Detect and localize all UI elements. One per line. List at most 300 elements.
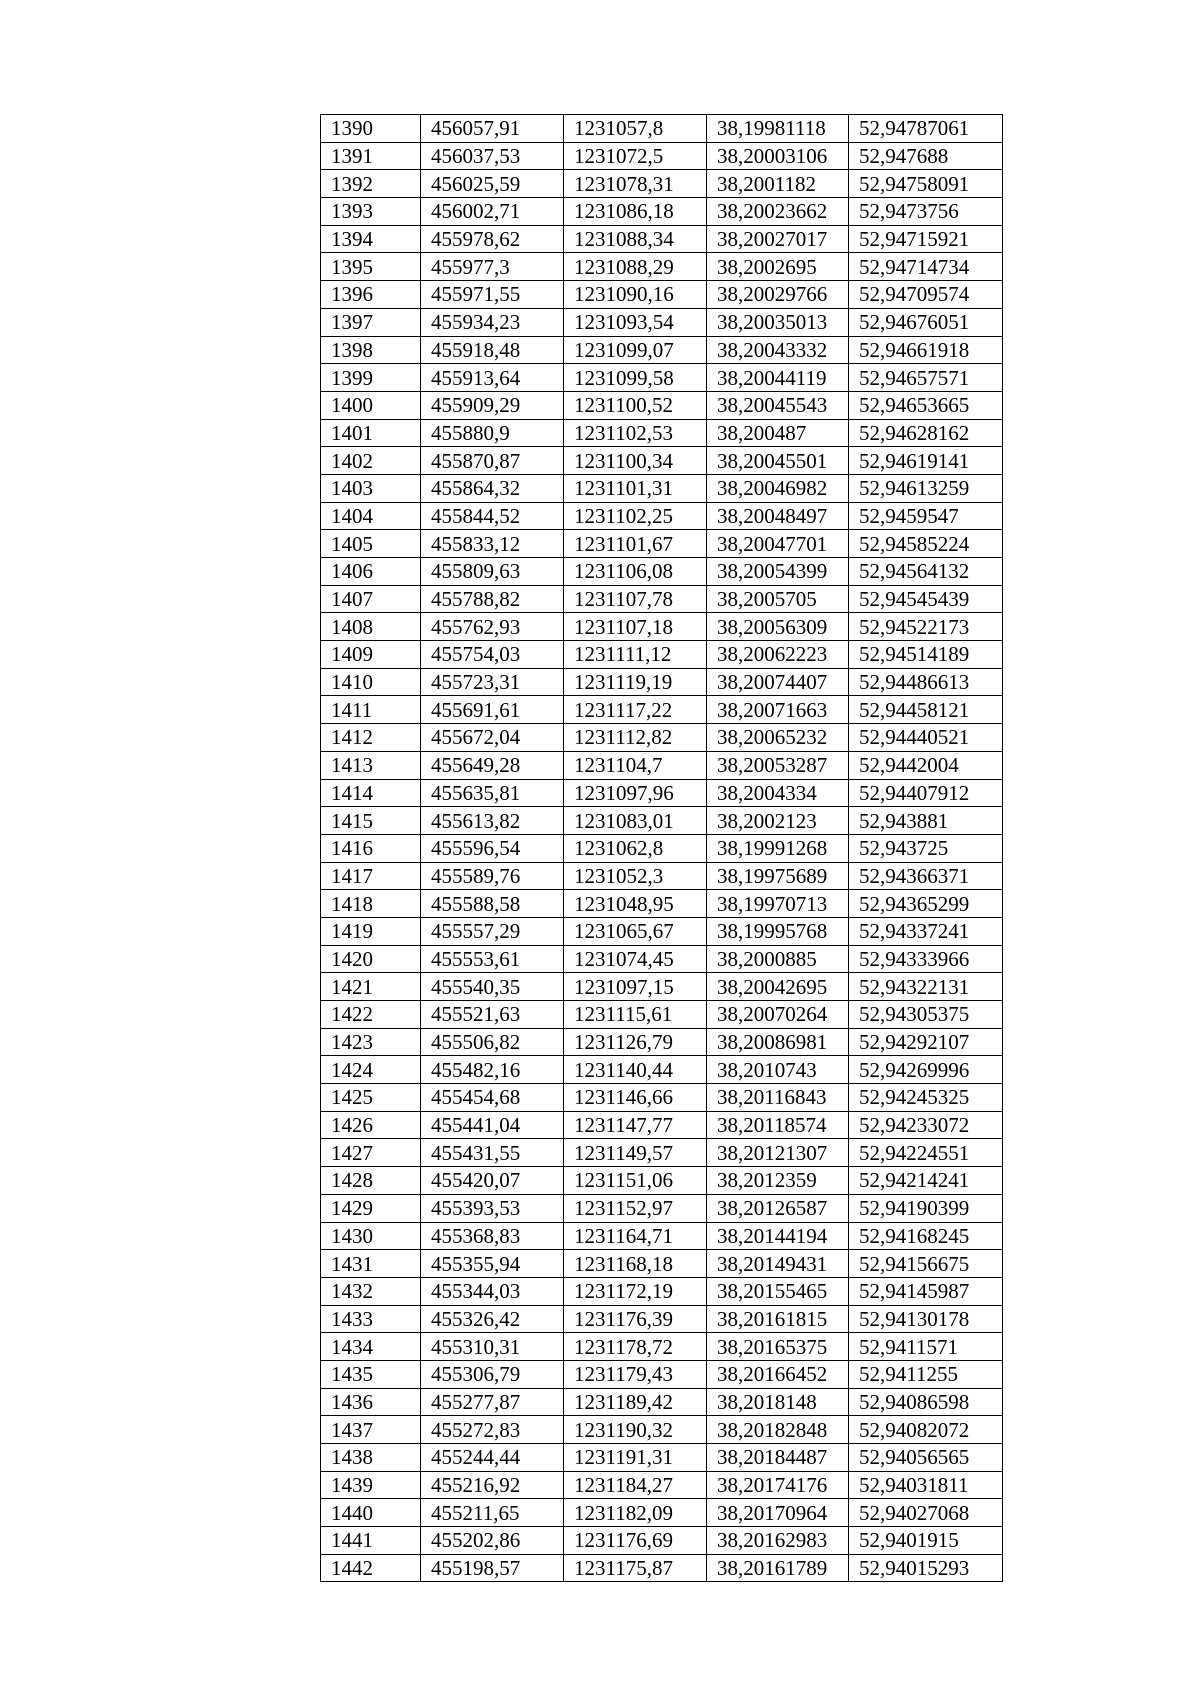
y-coordinate-cell: 1231190,32 [564,1416,707,1444]
table-row [321,1056,1003,1084]
table-row [321,751,1003,779]
longitude-cell: 38,2004334 [707,779,849,807]
y-coordinate-cell: 1231182,09 [564,1499,707,1527]
x-coordinate-cell: 455355,94 [421,1250,564,1278]
table-row [321,807,1003,835]
latitude-cell: 52,94676051 [849,308,1003,336]
longitude-cell: 38,20161815 [707,1305,849,1333]
y-coordinate-cell: 1231189,42 [564,1388,707,1416]
point-number-cell: 1393 [321,198,421,226]
table-row [321,281,1003,309]
point-number-cell: 1426 [321,1111,421,1139]
point-number-cell: 1401 [321,419,421,447]
longitude-cell: 38,20074407 [707,668,849,696]
table-row [321,336,1003,364]
longitude-cell: 38,19975689 [707,862,849,890]
x-coordinate-cell: 455880,9 [421,419,564,447]
longitude-cell: 38,19970713 [707,890,849,918]
latitude-cell: 52,94130178 [849,1305,1003,1333]
y-coordinate-cell: 1231099,58 [564,364,707,392]
x-coordinate-cell: 455870,87 [421,447,564,475]
point-number-cell: 1430 [321,1222,421,1250]
longitude-cell: 38,20065232 [707,724,849,752]
y-coordinate-cell: 1231100,34 [564,447,707,475]
y-coordinate-cell: 1231175,87 [564,1554,707,1582]
x-coordinate-cell: 455506,82 [421,1028,564,1056]
y-coordinate-cell: 1231146,66 [564,1084,707,1112]
coordinate-table [320,114,1003,1582]
point-number-cell: 1417 [321,862,421,890]
x-coordinate-cell: 455368,83 [421,1222,564,1250]
x-coordinate-cell: 456057,91 [421,115,564,143]
latitude-cell: 52,94292107 [849,1028,1003,1056]
x-coordinate-cell: 455971,55 [421,281,564,309]
latitude-cell: 52,94619141 [849,447,1003,475]
longitude-cell: 38,20126587 [707,1194,849,1222]
coordinate-table-body [321,115,1003,1582]
table-row [321,917,1003,945]
table-row [321,1388,1003,1416]
longitude-cell: 38,20170964 [707,1499,849,1527]
latitude-cell: 52,94440521 [849,724,1003,752]
point-number-cell: 1424 [321,1056,421,1084]
point-number-cell: 1437 [321,1416,421,1444]
y-coordinate-cell: 1231104,7 [564,751,707,779]
latitude-cell: 52,94657571 [849,364,1003,392]
y-coordinate-cell: 1231117,22 [564,696,707,724]
point-number-cell: 1420 [321,945,421,973]
latitude-cell: 52,94333966 [849,945,1003,973]
latitude-cell: 52,94486613 [849,668,1003,696]
table-row [321,1194,1003,1222]
x-coordinate-cell: 455909,29 [421,391,564,419]
y-coordinate-cell: 1231107,18 [564,613,707,641]
y-coordinate-cell: 1231102,25 [564,502,707,530]
table-row [321,364,1003,392]
latitude-cell: 52,9401915 [849,1527,1003,1555]
y-coordinate-cell: 1231086,18 [564,198,707,226]
y-coordinate-cell: 1231101,67 [564,530,707,558]
table-row [321,198,1003,226]
x-coordinate-cell: 455672,04 [421,724,564,752]
point-number-cell: 1422 [321,1001,421,1029]
longitude-cell: 38,20116843 [707,1084,849,1112]
point-number-cell: 1391 [321,142,421,170]
x-coordinate-cell: 455277,87 [421,1388,564,1416]
longitude-cell: 38,20174176 [707,1471,849,1499]
y-coordinate-cell: 1231090,16 [564,281,707,309]
table-row [321,115,1003,143]
longitude-cell: 38,20046982 [707,474,849,502]
x-coordinate-cell: 456037,53 [421,142,564,170]
x-coordinate-cell: 455393,53 [421,1194,564,1222]
latitude-cell: 52,94168245 [849,1222,1003,1250]
x-coordinate-cell: 456025,59 [421,170,564,198]
longitude-cell: 38,20162983 [707,1527,849,1555]
x-coordinate-cell: 455211,65 [421,1499,564,1527]
point-number-cell: 1412 [321,724,421,752]
x-coordinate-cell: 455977,3 [421,253,564,281]
point-number-cell: 1390 [321,115,421,143]
table-row [321,1471,1003,1499]
table-row [321,834,1003,862]
latitude-cell: 52,94214241 [849,1167,1003,1195]
point-number-cell: 1406 [321,558,421,586]
latitude-cell: 52,94322131 [849,973,1003,1001]
point-number-cell: 1402 [321,447,421,475]
latitude-cell: 52,94787061 [849,115,1003,143]
y-coordinate-cell: 1231115,61 [564,1001,707,1029]
latitude-cell: 52,94365299 [849,890,1003,918]
x-coordinate-cell: 455913,64 [421,364,564,392]
x-coordinate-cell: 455864,32 [421,474,564,502]
longitude-cell: 38,2012359 [707,1167,849,1195]
y-coordinate-cell: 1231179,43 [564,1360,707,1388]
point-number-cell: 1415 [321,807,421,835]
table-row [321,1360,1003,1388]
longitude-cell: 38,2001182 [707,170,849,198]
x-coordinate-cell: 455613,82 [421,807,564,835]
table-row [321,1444,1003,1472]
point-number-cell: 1413 [321,751,421,779]
point-number-cell: 1440 [321,1499,421,1527]
x-coordinate-cell: 455306,79 [421,1360,564,1388]
point-number-cell: 1410 [321,668,421,696]
table-row [321,1416,1003,1444]
longitude-cell: 38,20044119 [707,364,849,392]
point-number-cell: 1408 [321,613,421,641]
y-coordinate-cell: 1231172,19 [564,1277,707,1305]
table-row [321,447,1003,475]
table-row [321,890,1003,918]
y-coordinate-cell: 1231119,19 [564,668,707,696]
x-coordinate-cell: 455833,12 [421,530,564,558]
table-row [321,1250,1003,1278]
x-coordinate-cell: 456002,71 [421,198,564,226]
latitude-cell: 52,9473756 [849,198,1003,226]
x-coordinate-cell: 455588,58 [421,890,564,918]
longitude-cell: 38,2010743 [707,1056,849,1084]
latitude-cell: 52,94661918 [849,336,1003,364]
longitude-cell: 38,2002695 [707,253,849,281]
point-number-cell: 1431 [321,1250,421,1278]
point-number-cell: 1429 [321,1194,421,1222]
table-row [321,419,1003,447]
y-coordinate-cell: 1231168,18 [564,1250,707,1278]
table-row [321,1222,1003,1250]
longitude-cell: 38,20035013 [707,308,849,336]
x-coordinate-cell: 455420,07 [421,1167,564,1195]
longitude-cell: 38,20184487 [707,1444,849,1472]
table-row [321,945,1003,973]
table-row [321,170,1003,198]
x-coordinate-cell: 455635,81 [421,779,564,807]
x-coordinate-cell: 455244,44 [421,1444,564,1472]
longitude-cell: 38,20121307 [707,1139,849,1167]
point-number-cell: 1403 [321,474,421,502]
latitude-cell: 52,943881 [849,807,1003,835]
longitude-cell: 38,20062223 [707,641,849,669]
x-coordinate-cell: 455202,86 [421,1527,564,1555]
latitude-cell: 52,94653665 [849,391,1003,419]
latitude-cell: 52,9411571 [849,1333,1003,1361]
x-coordinate-cell: 455344,03 [421,1277,564,1305]
latitude-cell: 52,94715921 [849,225,1003,253]
x-coordinate-cell: 455441,04 [421,1111,564,1139]
longitude-cell: 38,20053287 [707,751,849,779]
point-number-cell: 1394 [321,225,421,253]
x-coordinate-cell: 455198,57 [421,1554,564,1582]
longitude-cell: 38,20045543 [707,391,849,419]
y-coordinate-cell: 1231065,67 [564,917,707,945]
x-coordinate-cell: 455589,76 [421,862,564,890]
longitude-cell: 38,200487 [707,419,849,447]
point-number-cell: 1414 [321,779,421,807]
x-coordinate-cell: 455482,16 [421,1056,564,1084]
y-coordinate-cell: 1231083,01 [564,807,707,835]
y-coordinate-cell: 1231097,15 [564,973,707,1001]
x-coordinate-cell: 455978,62 [421,225,564,253]
longitude-cell: 38,20144194 [707,1222,849,1250]
x-coordinate-cell: 455216,92 [421,1471,564,1499]
latitude-cell: 52,94585224 [849,530,1003,558]
point-number-cell: 1395 [321,253,421,281]
x-coordinate-cell: 455762,93 [421,613,564,641]
longitude-cell: 38,20086981 [707,1028,849,1056]
latitude-cell: 52,94714734 [849,253,1003,281]
y-coordinate-cell: 1231176,69 [564,1527,707,1555]
longitude-cell: 38,20161789 [707,1554,849,1582]
y-coordinate-cell: 1231191,31 [564,1444,707,1472]
y-coordinate-cell: 1231140,44 [564,1056,707,1084]
x-coordinate-cell: 455540,35 [421,973,564,1001]
y-coordinate-cell: 1231074,45 [564,945,707,973]
latitude-cell: 52,94031811 [849,1471,1003,1499]
x-coordinate-cell: 455691,61 [421,696,564,724]
table-row [321,253,1003,281]
x-coordinate-cell: 455310,31 [421,1333,564,1361]
y-coordinate-cell: 1231072,5 [564,142,707,170]
x-coordinate-cell: 455649,28 [421,751,564,779]
table-row [321,474,1003,502]
longitude-cell: 38,20045501 [707,447,849,475]
latitude-cell: 52,94458121 [849,696,1003,724]
point-number-cell: 1399 [321,364,421,392]
y-coordinate-cell: 1231052,3 [564,862,707,890]
y-coordinate-cell: 1231126,79 [564,1028,707,1056]
table-row [321,530,1003,558]
latitude-cell: 52,94758091 [849,170,1003,198]
y-coordinate-cell: 1231107,78 [564,585,707,613]
x-coordinate-cell: 455596,54 [421,834,564,862]
point-number-cell: 1438 [321,1444,421,1472]
table-row [321,1001,1003,1029]
table-row [321,1139,1003,1167]
latitude-cell: 52,94086598 [849,1388,1003,1416]
point-number-cell: 1392 [321,170,421,198]
point-number-cell: 1432 [321,1277,421,1305]
y-coordinate-cell: 1231093,54 [564,308,707,336]
y-coordinate-cell: 1231048,95 [564,890,707,918]
table-row [321,668,1003,696]
table-row [321,225,1003,253]
latitude-cell: 52,94269996 [849,1056,1003,1084]
y-coordinate-cell: 1231178,72 [564,1333,707,1361]
y-coordinate-cell: 1231057,8 [564,115,707,143]
x-coordinate-cell: 455788,82 [421,585,564,613]
latitude-cell: 52,94156675 [849,1250,1003,1278]
latitude-cell: 52,94224551 [849,1139,1003,1167]
point-number-cell: 1397 [321,308,421,336]
table-row [321,1028,1003,1056]
latitude-cell: 52,94190399 [849,1194,1003,1222]
latitude-cell: 52,94366371 [849,862,1003,890]
point-number-cell: 1398 [321,336,421,364]
x-coordinate-cell: 455553,61 [421,945,564,973]
table-row [321,142,1003,170]
y-coordinate-cell: 1231078,31 [564,170,707,198]
point-number-cell: 1396 [321,281,421,309]
longitude-cell: 38,20047701 [707,530,849,558]
point-number-cell: 1441 [321,1527,421,1555]
longitude-cell: 38,2005705 [707,585,849,613]
latitude-cell: 52,943725 [849,834,1003,862]
longitude-cell: 38,20054399 [707,558,849,586]
latitude-cell: 52,94305375 [849,1001,1003,1029]
x-coordinate-cell: 455431,55 [421,1139,564,1167]
longitude-cell: 38,20042695 [707,973,849,1001]
point-number-cell: 1407 [321,585,421,613]
table-row [321,724,1003,752]
table-row [321,391,1003,419]
longitude-cell: 38,2000885 [707,945,849,973]
x-coordinate-cell: 455723,31 [421,668,564,696]
y-coordinate-cell: 1231062,8 [564,834,707,862]
latitude-cell: 52,94514189 [849,641,1003,669]
table-row [321,862,1003,890]
table-row [321,1554,1003,1582]
table-row [321,1499,1003,1527]
point-number-cell: 1404 [321,502,421,530]
point-number-cell: 1436 [321,1388,421,1416]
longitude-cell: 38,20165375 [707,1333,849,1361]
x-coordinate-cell: 455844,52 [421,502,564,530]
longitude-cell: 38,20118574 [707,1111,849,1139]
latitude-cell: 52,94015293 [849,1554,1003,1582]
table-row [321,641,1003,669]
x-coordinate-cell: 455521,63 [421,1001,564,1029]
point-number-cell: 1405 [321,530,421,558]
latitude-cell: 52,9411255 [849,1360,1003,1388]
table-row [321,1277,1003,1305]
y-coordinate-cell: 1231088,34 [564,225,707,253]
table-row [321,1167,1003,1195]
longitude-cell: 38,20023662 [707,198,849,226]
table-row [321,613,1003,641]
point-number-cell: 1423 [321,1028,421,1056]
x-coordinate-cell: 455754,03 [421,641,564,669]
y-coordinate-cell: 1231097,96 [564,779,707,807]
longitude-cell: 38,20166452 [707,1360,849,1388]
latitude-cell: 52,94613259 [849,474,1003,502]
latitude-cell: 52,9442004 [849,751,1003,779]
table-row [321,558,1003,586]
x-coordinate-cell: 455272,83 [421,1416,564,1444]
y-coordinate-cell: 1231102,53 [564,419,707,447]
latitude-cell: 52,94407912 [849,779,1003,807]
point-number-cell: 1433 [321,1305,421,1333]
point-number-cell: 1439 [321,1471,421,1499]
latitude-cell: 52,94628162 [849,419,1003,447]
longitude-cell: 38,19981118 [707,115,849,143]
table-row [321,1305,1003,1333]
latitude-cell: 52,94337241 [849,917,1003,945]
point-number-cell: 1421 [321,973,421,1001]
longitude-cell: 38,20155465 [707,1277,849,1305]
y-coordinate-cell: 1231147,77 [564,1111,707,1139]
point-number-cell: 1411 [321,696,421,724]
y-coordinate-cell: 1231088,29 [564,253,707,281]
point-number-cell: 1434 [321,1333,421,1361]
y-coordinate-cell: 1231176,39 [564,1305,707,1333]
y-coordinate-cell: 1231152,97 [564,1194,707,1222]
point-number-cell: 1442 [321,1554,421,1582]
point-number-cell: 1435 [321,1360,421,1388]
latitude-cell: 52,94522173 [849,613,1003,641]
point-number-cell: 1425 [321,1084,421,1112]
longitude-cell: 38,20027017 [707,225,849,253]
longitude-cell: 38,2018148 [707,1388,849,1416]
x-coordinate-cell: 455326,42 [421,1305,564,1333]
x-coordinate-cell: 455454,68 [421,1084,564,1112]
table-row [321,308,1003,336]
longitude-cell: 38,20043332 [707,336,849,364]
point-number-cell: 1418 [321,890,421,918]
latitude-cell: 52,94082072 [849,1416,1003,1444]
latitude-cell: 52,94245325 [849,1084,1003,1112]
latitude-cell: 52,94056565 [849,1444,1003,1472]
longitude-cell: 38,20070264 [707,1001,849,1029]
latitude-cell: 52,9459547 [849,502,1003,530]
y-coordinate-cell: 1231099,07 [564,336,707,364]
table-row [321,779,1003,807]
x-coordinate-cell: 455918,48 [421,336,564,364]
y-coordinate-cell: 1231184,27 [564,1471,707,1499]
point-number-cell: 1428 [321,1167,421,1195]
y-coordinate-cell: 1231106,08 [564,558,707,586]
latitude-cell: 52,94145987 [849,1277,1003,1305]
longitude-cell: 38,20071663 [707,696,849,724]
longitude-cell: 38,20149431 [707,1250,849,1278]
longitude-cell: 38,20003106 [707,142,849,170]
latitude-cell: 52,94545439 [849,585,1003,613]
x-coordinate-cell: 455557,29 [421,917,564,945]
longitude-cell: 38,20056309 [707,613,849,641]
table-row [321,502,1003,530]
latitude-cell: 52,94233072 [849,1111,1003,1139]
x-coordinate-cell: 455809,63 [421,558,564,586]
table-row [321,1527,1003,1555]
table-row [321,585,1003,613]
y-coordinate-cell: 1231112,82 [564,724,707,752]
point-number-cell: 1419 [321,917,421,945]
table-row [321,1084,1003,1112]
latitude-cell: 52,94564132 [849,558,1003,586]
y-coordinate-cell: 1231111,12 [564,641,707,669]
point-number-cell: 1400 [321,391,421,419]
longitude-cell: 38,20029766 [707,281,849,309]
table-row [321,1333,1003,1361]
